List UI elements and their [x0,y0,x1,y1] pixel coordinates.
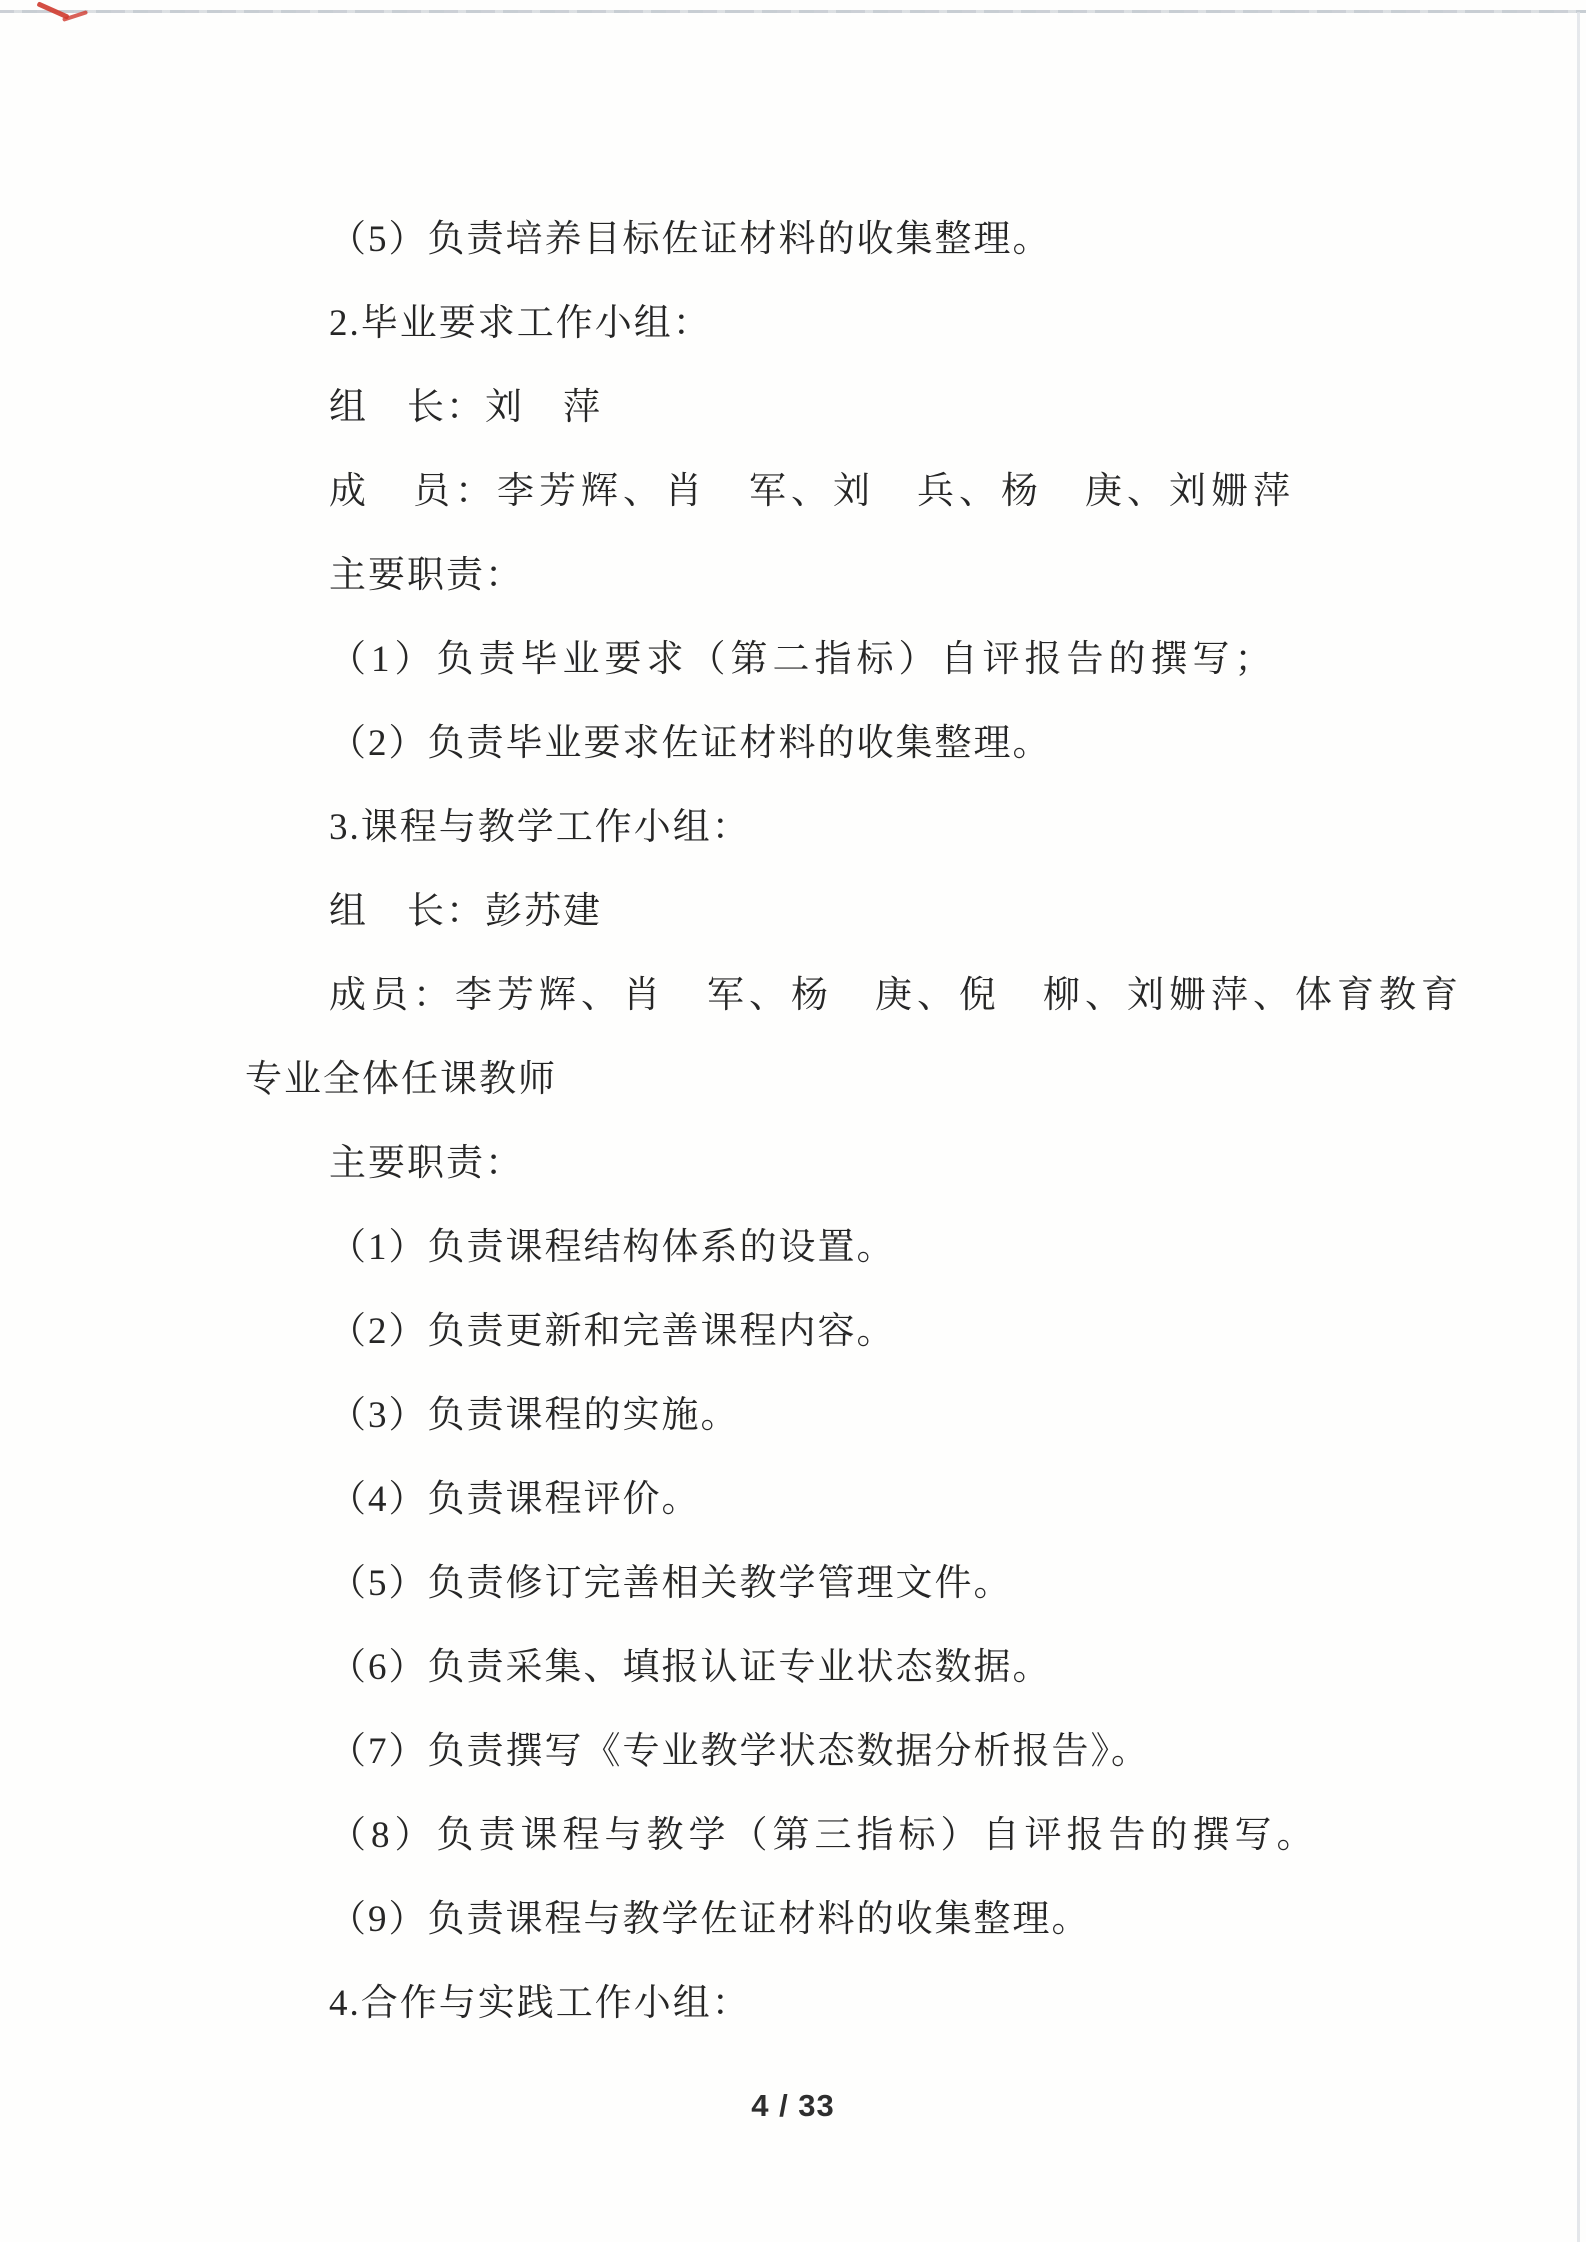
text-line: 主要职责： [329,555,524,596]
text-line: （6）负责采集、填报认证专业状态数据。 [329,1647,1052,1688]
text-line: （5）负责修订完善相关教学管理文件。 [329,1563,1013,1604]
text-line: 4.合作与实践工作小组： [329,1983,751,2024]
text-line: （1）负责毕业要求（第二指标）自评报告的撰写； [329,639,1277,680]
scan-right-edge-artifact [1577,12,1580,2242]
page-number: 4 / 33 [751,2088,835,2123]
scan-top-edge-artifact [0,10,1586,13]
text-line: （7）负责撰写《专业教学状态数据分析报告》。 [329,1731,1150,1772]
text-line: 成 员：李芳辉、肖 军、刘 兵、杨 庚、刘姗萍 [329,471,1295,512]
text-line: 专业全体任课教师 [245,1059,557,1100]
text-line: （5）负责培养目标佐证材料的收集整理。 [329,219,1052,260]
text-line: （3）负责课程的实施。 [329,1395,740,1436]
text-line: 成员：李芳辉、肖 军、杨 庚、倪 柳、刘姗萍、体育教育 [329,975,1463,1016]
text-line: （8）负责课程与教学（第三指标）自评报告的撰写。 [329,1815,1319,1856]
text-line: 主要职责： [329,1143,524,1184]
text-line: 3.课程与教学工作小组： [329,807,751,848]
text-line: 组 长：彭苏建 [329,891,602,932]
text-line: （2）负责毕业要求佐证材料的收集整理。 [329,723,1052,764]
document-body [245,198,1463,2046]
text-line: （2）负责更新和完善课程内容。 [329,1311,896,1352]
text-line: （1）负责课程结构体系的设置。 [329,1227,896,1268]
text-line: （4）负责课程评价。 [329,1479,701,1520]
text-line: （9）负责课程与教学佐证材料的收集整理。 [329,1899,1091,1940]
text-line: 组 长：刘 萍 [329,387,602,428]
text-line: 2.毕业要求工作小组： [329,303,712,344]
